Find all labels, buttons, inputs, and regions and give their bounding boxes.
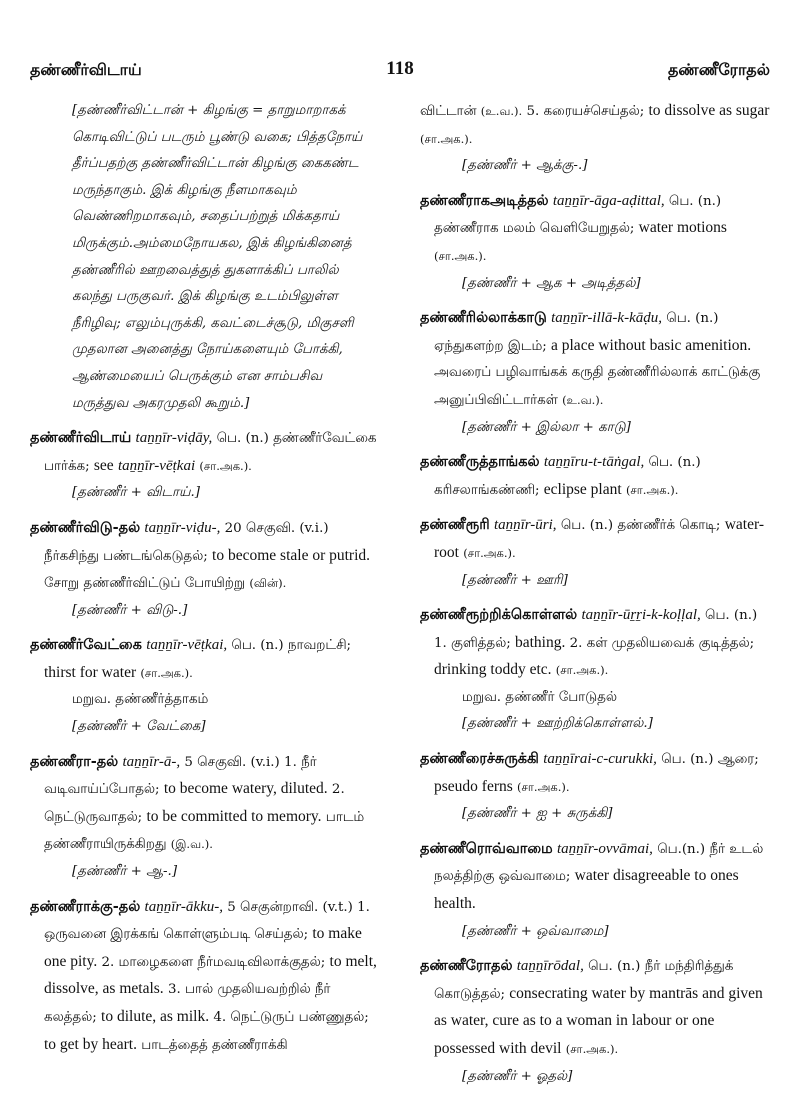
headword: தண்ணீரோதல் (420, 958, 513, 975)
sense-1-en: to make one pity. (44, 925, 362, 970)
definition-en: pseudo ferns (434, 777, 513, 795)
definition-ta: கரிசலாங்கண்ணி; (434, 482, 540, 498)
etymology: [தண்ணீர் + வேட்கை] (72, 719, 206, 735)
etymology: [தண்ணீர் + ஐ + சுருக்கி] (462, 806, 613, 822)
transliteration: taṉṉīr-ovvāmai, (556, 840, 653, 857)
part-of-speech: பெ. (n.) (705, 608, 758, 624)
transliteration: taṉṉīr-vēṭkai, (146, 637, 228, 654)
definition-ta: நீர் உடல் நலத்திற்கு ஒவ்வாமை; (434, 841, 764, 885)
transliteration: taṉṉīrai-c-curukki, (543, 751, 657, 768)
etymology: [தண்ணீர் + ஆ-.] (72, 864, 178, 880)
sense-5: 5. கரையச்செய்தல்; (526, 104, 645, 119)
headword: தண்ணீர்வேட்கை (30, 637, 142, 654)
part-of-speech: பெ. (n.) (588, 959, 641, 975)
definition-ta: தண்ணீர்க் கொடி; (617, 518, 721, 534)
entry-tannir-vetkai (30, 632, 380, 687)
example: பாடம் தண்ணீராயிருக்கிறது (44, 809, 365, 853)
example-continued: விட்டான் (420, 104, 477, 119)
entry-tannir-a (30, 749, 380, 859)
entry-tannirai-c-curukki (420, 746, 770, 801)
sense-2-en: to be committed to memory. (146, 807, 322, 825)
etymology: [தண்ணீர் + இல்லா + காடு] (462, 419, 631, 435)
headword: தண்ணீரைச்சுருக்கி (420, 751, 539, 768)
page-header (30, 60, 770, 90)
definition-en: to become stale or putrid. (212, 546, 371, 564)
sense-2-en: to melt, dissolve, as metals. (44, 952, 377, 998)
sense-5-en: to dissolve as sugar (648, 102, 770, 119)
headword: தண்ணீராகஅடித்தல் (420, 192, 549, 209)
sense-2: 2. மாழைகளை நீர்மவடிவிலாக்குதல்; (101, 954, 326, 970)
source: (சா.அக.). (140, 665, 193, 680)
headword: தண்ணீரூரி (420, 517, 490, 534)
entry-tannir-u-t-tangal (420, 449, 770, 504)
definition-en: consecrating water by mantrās and given as water, cure as to a woman in labour or one possessed with devil (434, 984, 763, 1057)
definition-ta: தண்ணீர்வேட்கை பார்க்க; (44, 431, 377, 474)
etymology: [தண்ணீர் + ஒவ்வாமை] (462, 923, 609, 939)
transliteration: taṉṉīru-t-tāṅgal, (543, 454, 645, 471)
synonym: மறுவ. தண்ணீர் போடுதல் (462, 689, 617, 705)
entry-tannir-uri (420, 512, 770, 567)
part-of-speech: பெ. (n.) (216, 431, 269, 447)
sense-1: 1. குளித்தல்; (434, 635, 511, 651)
headword: தண்ணீரூற்றிக்கொள்ளல் (420, 607, 578, 624)
headword: தண்ணீர்விடாய் (30, 430, 132, 447)
definition-en: water disagreeable to ones health. (434, 867, 739, 913)
sense-2: 2. கள் முதலியவைக் குடித்தல்; (569, 635, 755, 651)
example: சோறு தண்ணீர்விட்டுப் போயிற்று (44, 576, 246, 592)
continued-entry (420, 98, 770, 153)
intro-note: [தண்ணீர்விட்டான் + கிழங்கு = தாறுமாறாகக் கொடிவிட்டுப் படரும் பூண்டு வகை; பித்தநோய் தீர்ப்பதற்கு தண்ணீர்விட்டான் கிழங்கு கைகண்ட மருந்தாகும். இக் கிழங்கு நீளமாகவும் வெண்ணிறமாகவும், சதைப்பற்றுத் மிக்கதாய் மிருக்கும்.அம்மைநோயகல, இக் கிழங்கினைத் தண்ணீரில் ஊறவைத்துத் துகளாக்கிப் பாலில் கலந்து பருகுவர். இக் கிழங்கு உடம்பிலுள்ள நீரிழிவு; எலும்புருக்கி, கவட்டைச்சூடு, மிகுசளி முதலான அனைத்து நோய்களையும் போக்கி, ஆண்மையைப் பெருக்கும் என சாம்பசிவ மருத்துவ அகரமுதலி கூறும்.] (72, 103, 363, 411)
source: (சா.அக.). (463, 545, 516, 560)
headword: தண்ணீரில்லாக்காடு (420, 310, 547, 327)
part-of-speech: பெ. (n.) (666, 311, 719, 327)
etymology: [தண்ணீர் + ஆக்கு-.] (462, 158, 588, 174)
synonym: மறுவ. தண்ணீர்த்தாகம் (72, 692, 209, 708)
part-of-speech: பெ. (n.) (231, 638, 284, 654)
sense-3-en: to dilute, as milk. (101, 1008, 210, 1025)
sense-4-en: to get by heart. (44, 1035, 137, 1053)
transliteration: taṉṉīr-ūri, (493, 517, 557, 534)
headword: தண்ணீரொவ்வாமை (420, 840, 553, 857)
definition-ta: நாவறட்சி; (287, 638, 352, 654)
definition-en: thirst for water (44, 663, 137, 681)
entry-tannir-akku (30, 894, 380, 1060)
source: (சா.அக.). (555, 663, 609, 678)
transliteration: taṉṉīrōdal, (516, 958, 584, 975)
transliteration: taṉṉīr-viḍāy, (135, 430, 213, 447)
part-of-speech: 5 செகுன்றாவி. (v.t.) (227, 899, 353, 915)
transliteration: taṉṉīr-illā-k-kāḍu, (551, 310, 662, 327)
etymology: [தண்ணீர் + ஓதல்] (462, 1068, 573, 1084)
definition-en: eclipse plant (543, 480, 622, 498)
source: (உ.வ.). (480, 104, 523, 118)
definition-ta: நீர்கசிந்து பண்டங்கெடுதல்; (44, 548, 208, 564)
definition-ta: நீர் மந்திரித்துக் கொடுத்தல்; (434, 959, 734, 1002)
etymology: [தண்ணீர் + விடாய்.] (72, 485, 200, 501)
entry-tannir-illa-k-kadu (420, 305, 770, 414)
headword: தண்ணீரா-தல் (30, 753, 119, 770)
sense-1-en: bathing. (515, 633, 566, 651)
source: (இ.வ.). (170, 837, 213, 852)
sense-2: 2. நெட்டுருவாதல்; (44, 782, 345, 825)
part-of-speech: 5 செகுவி. (v.i.) (184, 754, 280, 770)
sense-1-en: to become watery, diluted. (163, 780, 328, 798)
source: (சா.அக.). (420, 131, 473, 146)
part-of-speech: பெ. (n.) (661, 752, 714, 768)
headword: தண்ணீராக்கு-தல் (30, 898, 141, 915)
example: அவரைப் பழிவாங்கக் கருதி தண்ணீரில்லாக் காட்டுக்கு அனுப்பிவிட்டார்கள் (434, 365, 761, 408)
left-column (30, 98, 380, 1088)
source: (சா.அக.). (517, 779, 570, 794)
page-number: 118 (386, 58, 414, 79)
transliteration: taṉṉīr-ākku-, (144, 898, 223, 915)
source: (வின்). (249, 576, 287, 591)
etymology: [தண்ணீர் + விடு-.] (72, 602, 188, 618)
transliteration: taṉṉīr-viḍu-, (144, 519, 221, 536)
definition-en: see (93, 456, 114, 474)
entry-tannir-vidu (30, 515, 380, 598)
source: (உ.வ.). (562, 392, 604, 407)
entry-tannir-aga-adittal (420, 188, 770, 271)
transliteration: taṉṉīr-āga-aḍittal, (552, 192, 665, 209)
part-of-speech: பெ. (n.) (648, 455, 701, 471)
sense-3: 3. பால் முதலியவற்றில் நீர் கலத்தல்; (44, 982, 331, 1025)
sense-1: 1. நீர் வடிவாய்ப்போதல்; (44, 754, 317, 798)
entry-tannir-ovvamai (420, 836, 770, 919)
etymology: [தண்ணீர் + ஆக + அடித்தல்] (462, 275, 641, 291)
etymology: [தண்ணீர் + ஊற்றிக்கொள்ளல்.] (462, 716, 653, 732)
definition-ta: ஏந்துகளற்ற இடம்; (434, 338, 547, 354)
header-left-guide-word: தண்ணீர்விடாய் (30, 60, 142, 79)
cross-reference: taṉṉīr-vēṭkai (117, 457, 196, 474)
part-of-speech: பெ. (n.) (668, 193, 722, 209)
example: பாடத்தைத் தண்ணீராக்கி (141, 1037, 288, 1053)
etymology: [தண்ணீர் + ஊரி] (462, 572, 568, 588)
source: (சா.அக.). (625, 482, 679, 497)
definition-ta: தண்ணீராக மலம் வெளியேறுதல்; (434, 221, 635, 237)
transliteration: taṉṉīr-ūṟṟi-k-koḷḷal, (581, 607, 701, 624)
transliteration: taṉṉīr-ā-, (122, 753, 181, 770)
headword: தண்ணீர்விடு-தல் (30, 519, 141, 536)
definition-en: a place without basic amenition. (551, 336, 752, 354)
header-right-guide-word: தண்ணீரோதல் (667, 60, 770, 79)
entry-tannir-vidai (30, 425, 380, 480)
definition-en: water-root (434, 516, 764, 561)
sense-4: 4. நெட்டுருப் பண்ணுதல்; (213, 1010, 369, 1025)
entry-tannir-urri-k-kollal (420, 602, 770, 685)
sense-1: 1. ஒருவனை இரக்கங் கொள்ளும்படி செய்தல்; (44, 899, 370, 943)
entry-tannirodal (420, 953, 770, 1063)
source: (சா.அக.). (434, 248, 487, 263)
sense-2-en: drinking toddy etc. (434, 661, 552, 679)
part-of-speech: 20 செகுவி. (v.i.) (224, 520, 329, 536)
definition-ta: ஆரை; (717, 752, 759, 768)
part-of-speech: பெ.(n.) (657, 841, 706, 857)
source: (சா.அக.). (199, 458, 252, 473)
part-of-speech: பெ. (n.) (560, 518, 614, 534)
source: (சா.அக.). (565, 1042, 619, 1056)
right-column (420, 98, 770, 1088)
headword: தண்ணீருத்தாங்கல் (420, 454, 540, 471)
definition-en: water motions (638, 219, 727, 237)
